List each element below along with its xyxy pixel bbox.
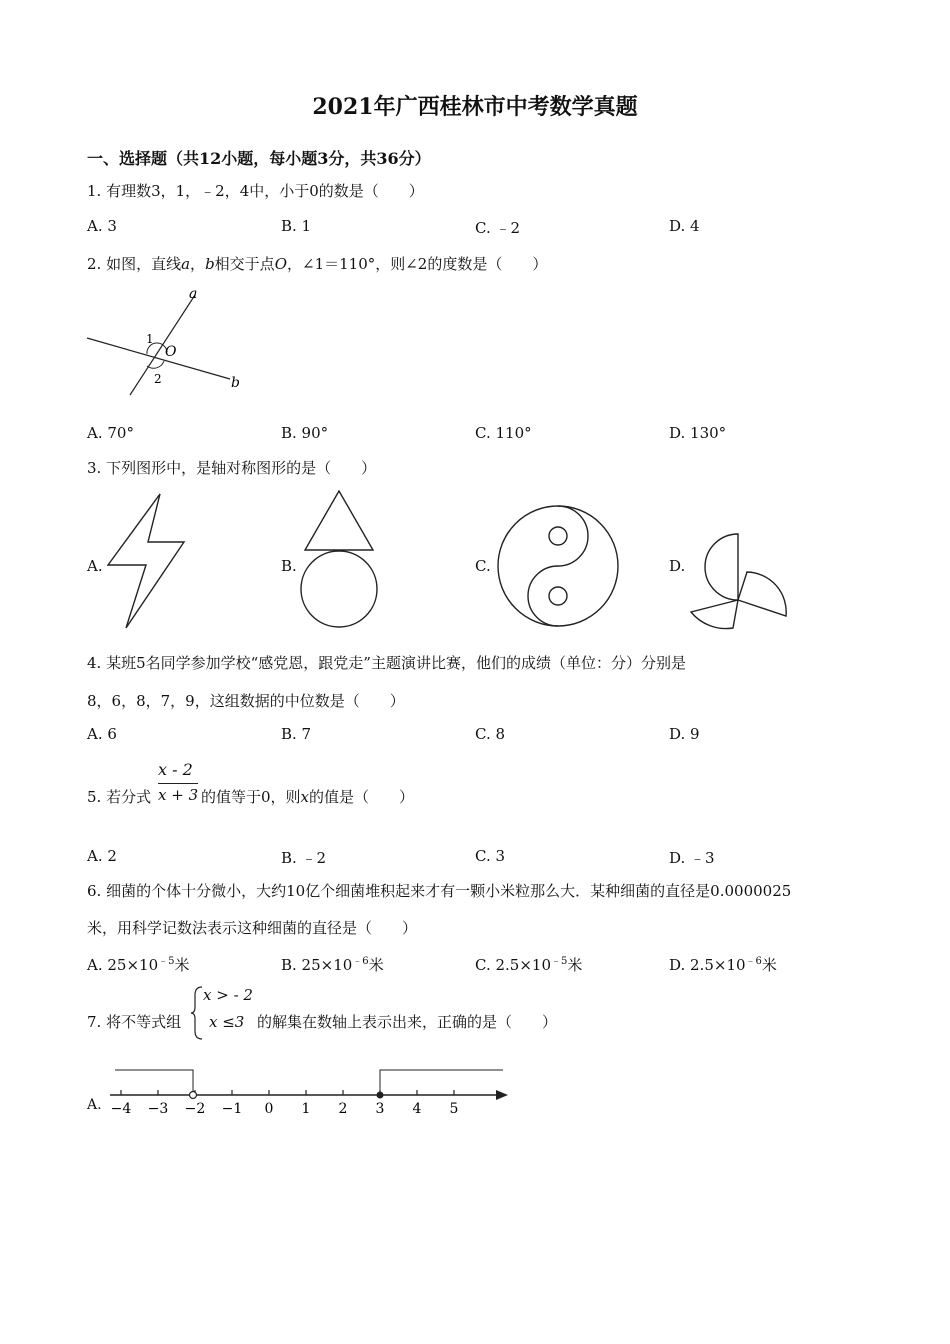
tick-label: 2 <box>338 1101 348 1117</box>
closed-point-3 <box>377 1092 384 1099</box>
question-4-stem-line1: 4. 某班5名同学参加学校“感党恩，跟党走”主题演讲比赛，他们的成绩（单位：分）分别是 <box>87 654 686 672</box>
q6-option-b: B. $25\times 10^{﹣6}$米 <box>281 956 384 974</box>
label-a: a <box>189 286 198 302</box>
q5-option-d: D. ﹣3 <box>669 849 715 867</box>
fraction-denominator: x + 3 <box>158 786 199 804</box>
intersecting-lines-figure <box>85 285 255 400</box>
triangle-circle-shape <box>295 488 385 633</box>
question-7-stem-a: 7. 将不等式组 <box>87 1013 182 1031</box>
number-line-option-a <box>105 1060 515 1120</box>
inequality-1: x > - 2 <box>203 986 253 1004</box>
label-b: b <box>231 375 240 391</box>
q5-option-b: B. ﹣2 <box>281 849 327 867</box>
ray-left <box>115 1070 193 1095</box>
section-heading: 一、选择题（共12小题，每小题3分，共36分） <box>87 149 431 168</box>
inequality-2: x ≤3 <box>209 1013 245 1031</box>
q3-option-c: C. <box>475 557 491 575</box>
tick-label: 0 <box>264 1101 274 1117</box>
question-5-stem-b: 的值等于0，则x的值是（ ） <box>201 788 415 806</box>
q1-option-c: C. ﹣2 <box>475 219 521 237</box>
tick-label: −1 <box>221 1101 243 1117</box>
yin-yang-shape <box>495 503 621 629</box>
q1-option-b: B. 1 <box>281 217 312 235</box>
q5-option-c: C. 3 <box>475 847 506 865</box>
question-4-stem-line2: 8，6，8，7，9，这组数据的中位数是（ ） <box>87 692 405 710</box>
tick-label: 1 <box>301 1101 311 1117</box>
label-o: O <box>165 344 177 360</box>
q3-option-b: B. <box>281 557 297 575</box>
q3-option-a: A. <box>87 557 103 575</box>
q6-option-c: C. $2.5\times 10^{﹣5}$米 <box>475 956 583 974</box>
fraction-numerator: x - 2 <box>158 760 193 779</box>
question-7-stem-b: 的解集在数轴上表示出来，正确的是（ ） <box>257 1013 558 1031</box>
question-5-stem-a: 5. 若分式 <box>87 788 152 806</box>
q6-option-a: A. $25\times 10^{﹣5}$米 <box>87 956 190 974</box>
q1-option-d: D. 4 <box>669 217 700 235</box>
tick-label: 3 <box>375 1101 385 1117</box>
tick-label: −3 <box>147 1101 169 1117</box>
tick-label: −4 <box>110 1101 132 1117</box>
q5-option-a: A. 2 <box>87 847 117 865</box>
question-3-stem: 3. 下列图形中，是轴对称图形的是（ ） <box>87 459 377 477</box>
q3-option-d: D. <box>669 557 686 575</box>
q7-option-a-label: A. <box>87 1097 102 1113</box>
q6-option-d: D. $2.5\times 10^{﹣6}$米 <box>669 956 777 974</box>
tick-label: 4 <box>412 1101 422 1117</box>
question-6-stem-line1: 6. 细菌的个体十分微小，大约10亿个细菌堆积起来才有一颗小米粒那么大．某种细菌的直径是0.0000025 <box>87 882 792 900</box>
lightning-shape <box>100 490 190 635</box>
q2-option-b: B. 90° <box>281 424 329 442</box>
pinwheel-shape <box>683 530 793 635</box>
question-1-stem: 1. 有理数3，1，﹣2，4中，小于0的数是（ ） <box>87 182 424 200</box>
q4-option-a: A. 6 <box>87 725 117 743</box>
q1-option-a: A. 3 <box>87 217 117 235</box>
label-angle-1: 1 <box>146 332 154 346</box>
fraction-bar <box>158 783 198 784</box>
q2-option-c: C. 110° <box>475 424 532 442</box>
q4-option-d: D. 9 <box>669 725 700 743</box>
axis-arrowhead <box>496 1090 508 1100</box>
system-brace <box>190 985 204 1041</box>
tick-label: 5 <box>449 1101 459 1117</box>
q4-option-b: B. 7 <box>281 725 312 743</box>
question-6-stem-line2: 米，用科学记数法表示这种细菌的直径是（ ） <box>87 919 418 937</box>
question-2-stem: 2. 如图，直线a，b相交于点O，∠1＝110°，则∠2的度数是（ ） <box>87 255 548 273</box>
tick-label: −2 <box>184 1101 206 1117</box>
ray-right <box>380 1070 503 1095</box>
label-angle-2: 2 <box>154 372 162 386</box>
tick-marks <box>121 1090 454 1095</box>
q2-option-d: D. 130° <box>669 424 727 442</box>
open-point-minus-2 <box>190 1092 197 1099</box>
q4-option-c: C. 8 <box>475 725 506 743</box>
page-title: 2021年广西桂林市中考数学真题 <box>312 94 638 120</box>
q2-option-a: A. 70° <box>87 424 134 442</box>
